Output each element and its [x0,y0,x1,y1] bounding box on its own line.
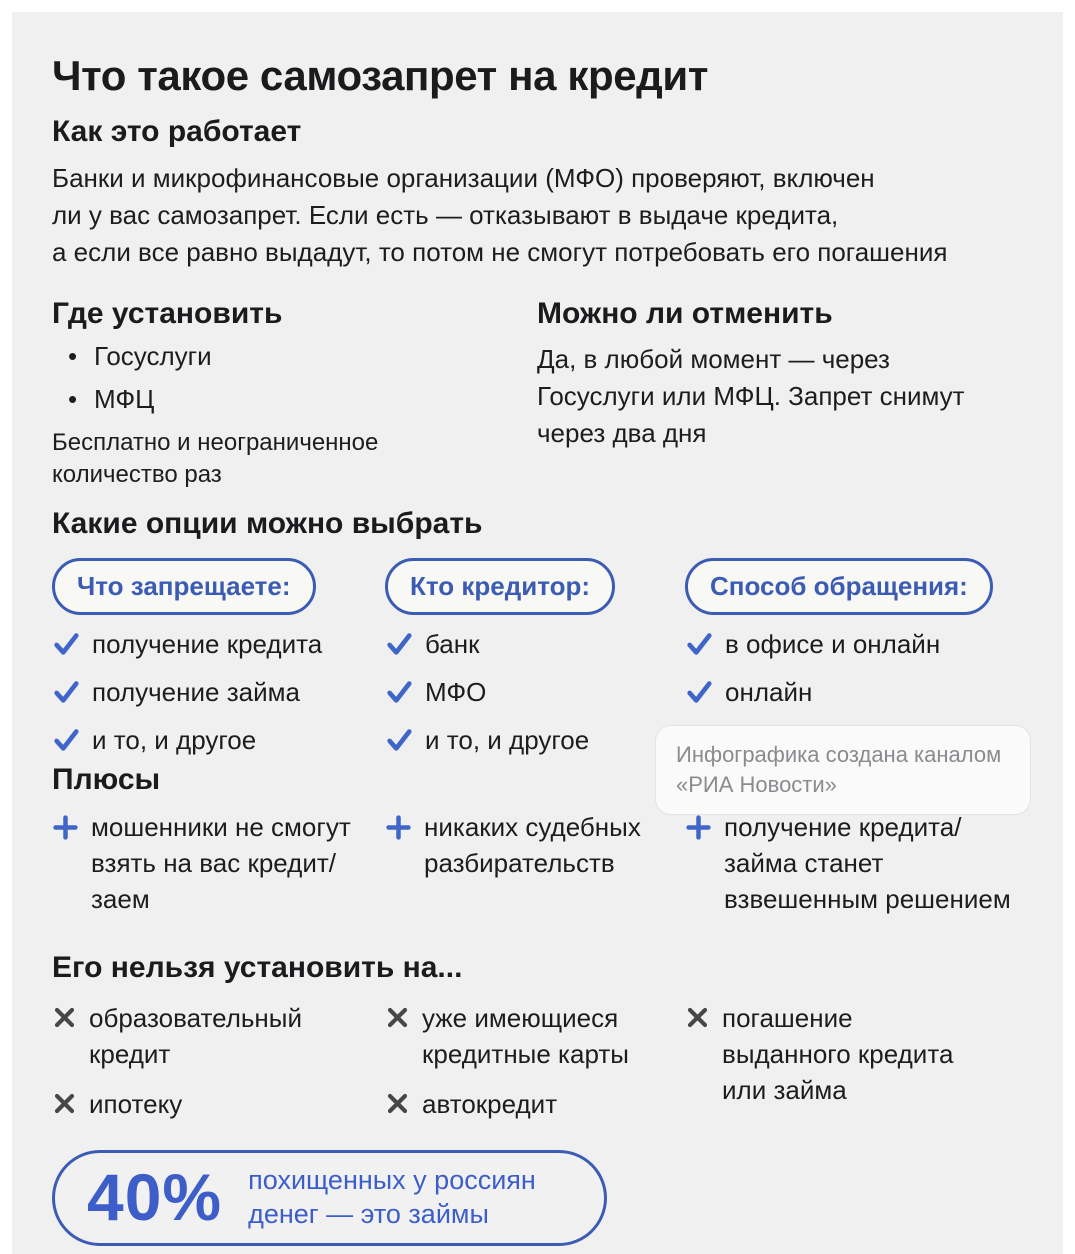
stat-value: 40% [87,1159,223,1234]
restriction-item [52,1086,385,1122]
check-item-label: в офисе и онлайн [725,628,941,659]
check-item [685,677,1023,711]
body-line: а если все равно выдадут, то потом не смогут потребовать его погашения [52,236,948,267]
how-it-works-body [52,160,1023,271]
pros-item-label: получение кредита/займа станет взвешенным решением [724,812,1011,915]
check-icon [685,630,713,663]
check-item [52,677,385,711]
pill-who-creditor: Кто кредитор: [385,558,615,615]
restriction-item-label: образовательный кредит [89,1002,302,1069]
check-item [685,629,1023,663]
restrictions-column [385,1000,685,1136]
pros-item-label: никаких судебных разбирательств [424,812,641,879]
restriction-item [52,1000,385,1072]
check-item [52,725,385,759]
pros-item [52,809,385,917]
cross-icon [385,1091,410,1121]
cross-icon [52,1005,77,1035]
option-items-grid [52,629,1023,815]
check-item-label: и то, и другое [425,724,590,755]
list-item: • Госуслуги [52,341,537,371]
pros-item [685,809,1023,917]
option-column-application-method [676,628,1023,815]
pill-application-method: Способ обращения: [685,558,993,615]
check-item-label: онлайн [725,676,813,707]
restrictions-column [52,1000,385,1136]
cross-icon [685,1005,710,1035]
body-line: через два дня [537,418,707,449]
check-icon [685,678,713,711]
where-section [52,297,537,492]
pros-heading: Плюсы [52,762,161,796]
body-line: Госуслуги или МФЦ. Запрет снимут [537,381,965,412]
option-column-who-creditor [385,629,685,815]
check-item-label: и то, и другое [92,724,257,755]
check-icon [385,630,413,663]
cross-icon [385,1005,410,1035]
check-icon [385,726,413,759]
check-icon [52,726,80,759]
pros-item-label: мошенники не смогут взять на вас кредит/заем [91,812,351,915]
infographic-card [12,12,1063,1254]
plus-icon [385,814,412,846]
option-pills-row [52,558,1023,615]
list-item: • МФЦ [52,384,537,414]
cross-icon [52,1091,77,1121]
check-item [385,725,685,759]
body-line: ли у вас самозапрет. Если есть — отказывают в выдаче кредита, [52,199,839,230]
restriction-item-label: уже имеющиеся кредитные карты [422,1002,629,1069]
restrictions-grid [52,1000,1023,1136]
plus-icon [685,814,712,846]
check-item-label: МФО [425,676,487,707]
check-item [385,677,685,711]
check-item-label: банк [425,628,480,659]
check-icon [385,678,413,711]
restriction-item-label: погашение выданного кредита или займа [722,1002,954,1105]
body-line: Да, в любой момент — через [537,344,890,375]
check-item [385,629,685,663]
options-heading: Какие опции можно выбрать [52,507,483,541]
restrictions-column [685,1000,1023,1136]
where-list [52,341,537,414]
check-item-label: получение кредита [92,628,323,659]
where-heading: Где установить [52,296,283,330]
plus-icon [52,814,79,846]
where-note: Бесплатно и неограниченное количество раз [52,429,379,489]
restriction-item-label: автокредит [422,1088,558,1119]
cancel-heading: Можно ли отменить [537,296,833,330]
how-it-works-section [52,115,1023,271]
pill-cell [685,558,1023,615]
cancel-body [537,341,1023,452]
where-cancel-row [52,297,1023,492]
check-item-label: получение займа [92,676,300,707]
restriction-item [685,1000,1023,1108]
pros-item [385,809,685,917]
attribution-note: Инфографика создана каналом «РИА Новости» [655,725,1031,815]
restriction-item [385,1000,685,1072]
restrictions-heading: Его нельзя установить на... [52,951,463,985]
check-item [52,629,385,663]
pill-what-banned: Что запрещаете: [52,558,316,615]
check-icon [52,678,80,711]
pill-cell [52,558,385,615]
stat-label: похищенных у россиян денег — это займы [248,1164,536,1229]
pros-grid [52,809,1023,931]
cancel-section [537,297,1023,492]
stat-badge [52,1150,607,1246]
page-title: Что такое самозапрет на кредит [52,52,709,99]
check-icon [52,630,80,663]
pill-cell [385,558,685,615]
body-line: Банки и микрофинансовые организации (МФО) проверяют, включен [52,162,875,193]
restriction-item-label: ипотеку [89,1088,183,1119]
restriction-item [385,1086,685,1122]
how-it-works-heading: Как это работает [52,115,302,149]
